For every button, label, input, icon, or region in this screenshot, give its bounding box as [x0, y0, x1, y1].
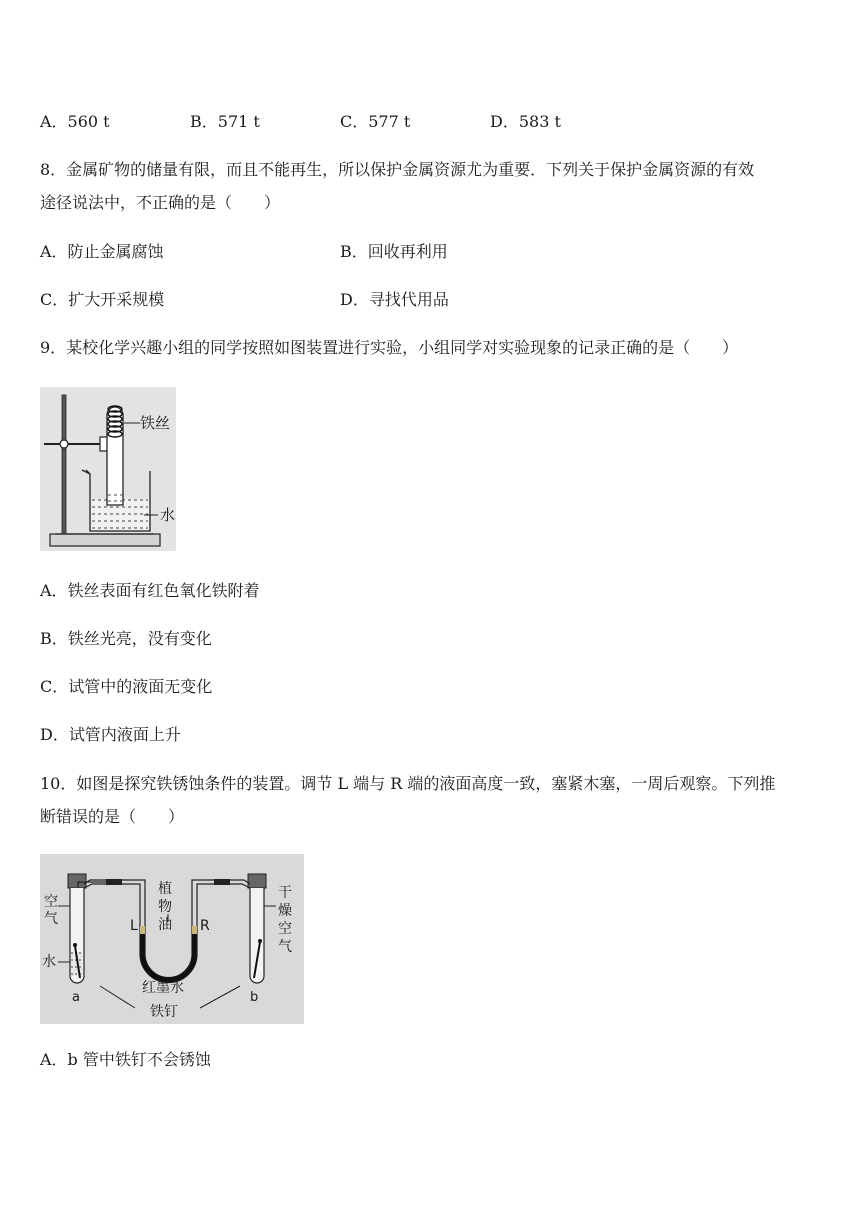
q8-option-c: C．扩大开采规模 — [40, 290, 165, 309]
q10-water-label: 水 — [42, 954, 56, 970]
q8-option-b: B．回收再利用 — [340, 242, 448, 261]
q10-stem-line2: 断错误的是（ ） — [40, 807, 185, 826]
q10-option-a: A．b 管中铁钉不会锈蚀 — [40, 1050, 211, 1069]
q9-wire-label: 铁丝 — [140, 414, 171, 432]
q8-stem-line1: 8．金属矿物的储量有限，而且不能再生，所以保护金属资源尤为重要．下列关于保护金属资源的有效 — [40, 160, 755, 179]
q9-option-c: C．试管中的液面无变化 — [40, 677, 213, 696]
q10-dry-air-label: 干燥空气 — [278, 885, 292, 955]
q10-left-air-label: 空气 — [44, 894, 58, 927]
q9-option-d: D．试管内液面上升 — [40, 725, 181, 744]
q7-option-d: D．583 t — [490, 112, 561, 131]
q9-water-label: 水 — [160, 506, 176, 524]
q9-option-b: B．铁丝光亮，没有变化 — [40, 629, 212, 648]
q9-option-a: A．铁丝表面有红色氧化铁附着 — [40, 581, 260, 600]
q10-tube-a-label: a — [72, 990, 80, 1005]
q8-option-d: D．寻找代用品 — [340, 290, 449, 309]
q9-stem: 9．某校化学兴趣小组的同学按照如图装置进行实验，小组同学对实验现象的记录正确的是（ ） — [40, 338, 739, 357]
q8-option-a: A．防止金属腐蚀 — [40, 242, 164, 261]
q10-R-label: R — [200, 918, 210, 934]
q7-option-b: B．571 t — [190, 112, 260, 131]
q10-tube-b-label: b — [250, 990, 259, 1005]
q10-nail-label: 铁钉 — [150, 1004, 178, 1020]
q9-apparatus-figure — [40, 387, 176, 551]
q7-option-c: C．577 t — [340, 112, 411, 131]
q8-stem-line2: 途径说法中，不正确的是（ ） — [40, 193, 281, 212]
q10-stem-line1: 10．如图是探究铁锈蚀条件的装置。调节 L 端与 R 端的液面高度一致，塞紧木塞，一周后观察。下列推 — [40, 774, 776, 793]
q10-L-label: L — [130, 918, 138, 934]
q10-oil-label: 植物油 — [158, 881, 172, 933]
q10-apparatus-figure — [40, 854, 304, 1024]
q7-option-a: A．560 t — [40, 112, 110, 131]
q10-ink-label: 红墨水 — [142, 980, 184, 996]
